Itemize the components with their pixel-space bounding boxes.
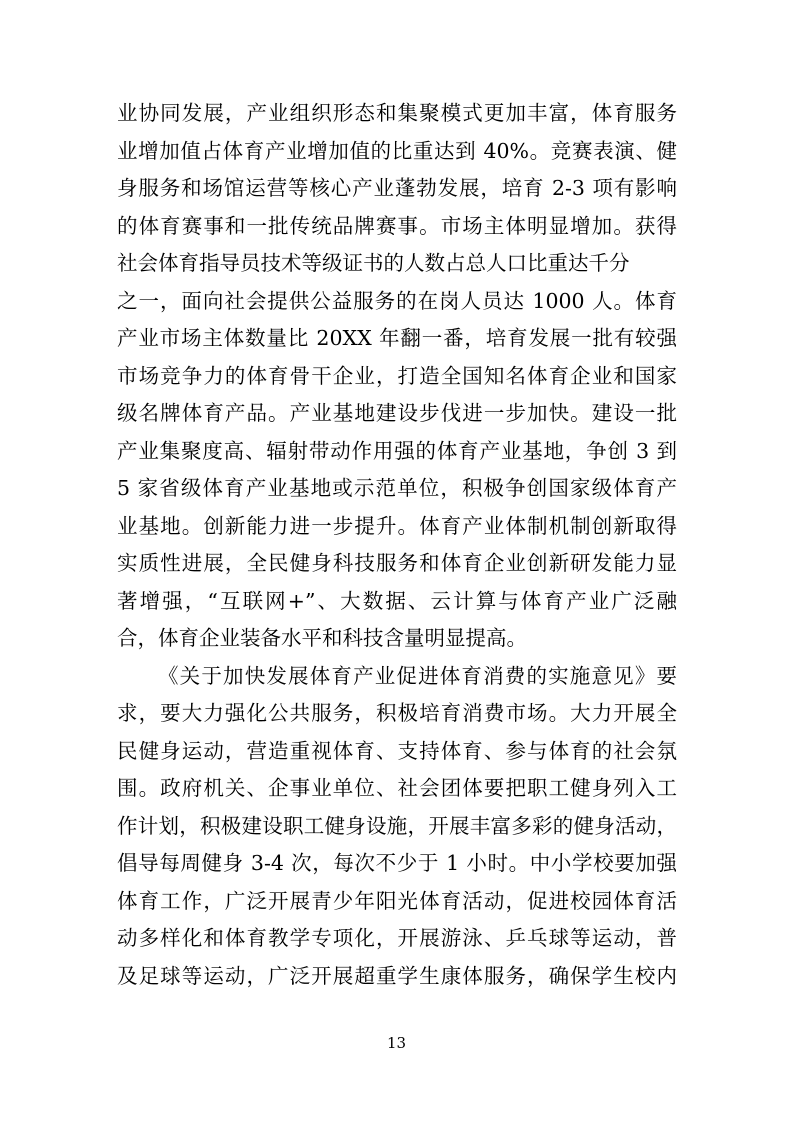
text-line: 围。政府机关、企事业单位、社会团体要把职工健身列入工 [117,776,677,800]
text-line: 实质性进展，全民健身科技服务和体育企业创新研发能力显 [117,551,677,575]
text-line: 及足球等运动，广泛开展超重学生康体服务，确保学生校内 [117,963,677,988]
text-line: 产业集聚度高、辐射带动作用强的体育产业基地，争创 3 到 [117,438,677,463]
text-line: 作计划，积极建设职工健身设施，开展丰富多彩的健身活动， [117,813,677,838]
text-line: 的体育赛事和一批传统品牌赛事。市场主体明显增加。获得 [117,213,677,238]
text-line: 倡导每周健身 3-4 次，每次不少于 1 小时。中小学校要加强 [117,851,677,875]
text-line: 动多样化和体育教学专项化，开展游泳、乒乓球等运动，普 [117,926,677,950]
text-line: 合，体育企业装备水平和科技含量明显提高。 [117,626,527,650]
paragraph-first-line: 《关于加快发展体育产业促进体育消费的实施意见》要 [158,663,677,688]
body-text [117,95,677,995]
text-line: 业基地。创新能力进一步提升。体育产业体制机制创新取得 [117,513,677,538]
text-line: 民健身运动，营造重视体育、支持体育、参与体育的社会氛 [117,738,677,763]
text-line: 业协同发展，产业组织形态和集聚模式更加丰富，体育服务 [117,101,677,125]
text-line: 著增强，“互联网+”、大数据、云计算与体育产业广泛融 [117,588,677,613]
text-line: 级名牌体育产品。产业基地建设步伐进一步加快。建设一批 [117,401,677,425]
text-line: 之一，面向社会提供公益服务的在岗人员达 1000 人。体育 [117,288,677,313]
text-line: 求，要大力强化公共服务，积极培育消费市场。大力开展全 [117,701,677,725]
text-line: 业增加值占体育产业增加值的比重达到 40%。竞赛表演、健 [117,138,677,163]
text-line: 社会体育指导员技术等级证书的人数占总人口比重达千分 [117,251,630,275]
text-line: 5 家省级体育产业基地或示范单位，积极争创国家级体育产 [117,476,677,500]
text-line: 身服务和场馆运营等核心产业蓬勃发展，培育 2-3 项有影响 [117,176,677,200]
page-number: 13 [386,1034,407,1052]
text-line: 市场竞争力的体育骨干企业，打造全国知名体育企业和国家 [117,363,677,388]
text-line: 体育工作，广泛开展青少年阳光体育活动，促进校园体育活 [117,888,677,913]
text-line: 产业市场主体数量比 20XX 年翻一番，培育发展一批有较强 [117,326,677,350]
